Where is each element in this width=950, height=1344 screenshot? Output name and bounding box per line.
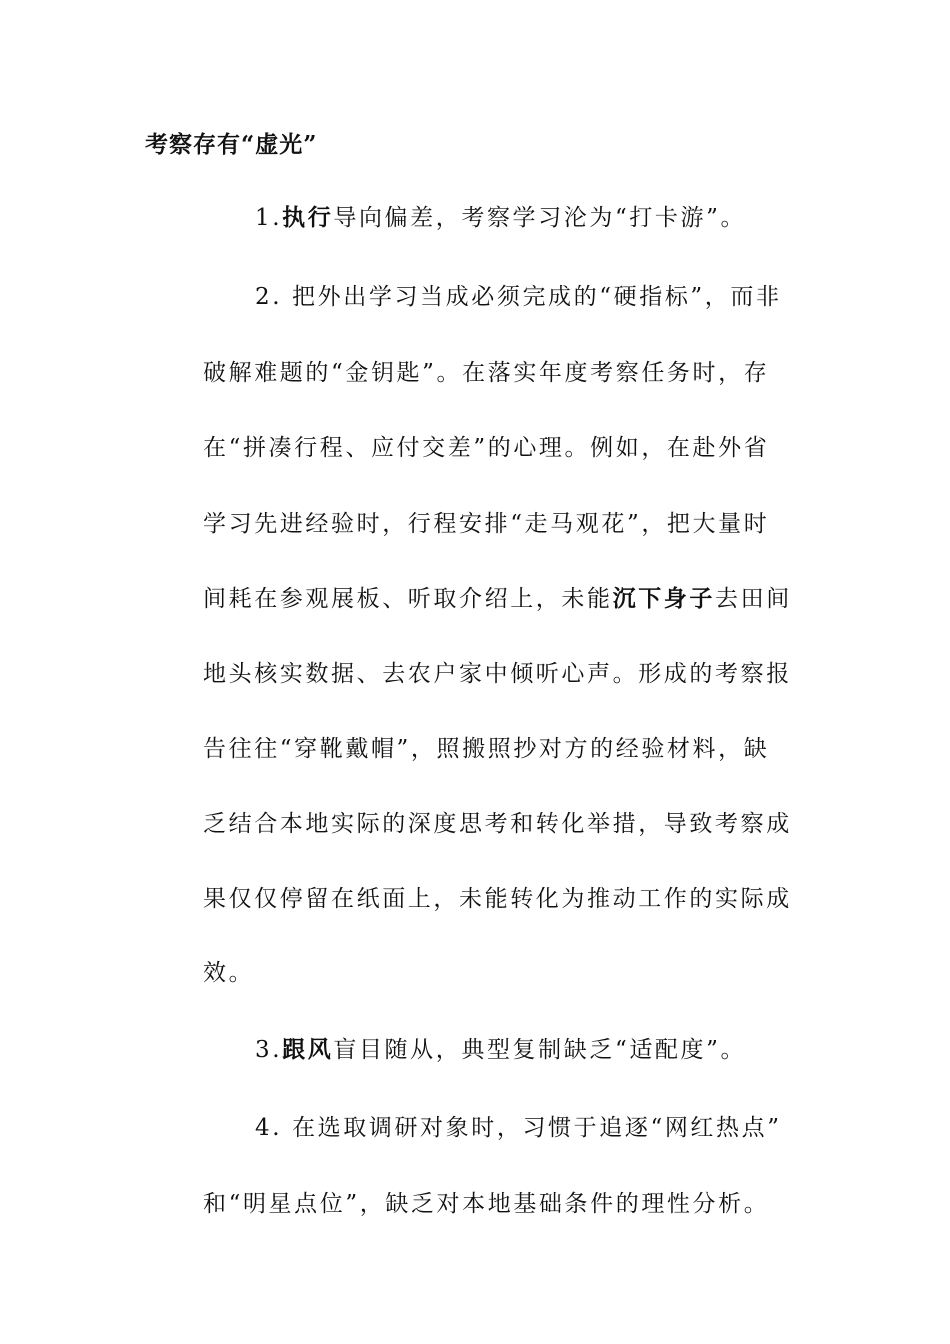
paragraph-4-line-1: 4. 在选取调研对象时，习惯于追逐“网红热点” — [255, 1115, 782, 1141]
paragraph-2-line-5-pre: 间耗在参观展板、听取介绍上，未能 — [203, 586, 613, 612]
paragraph-1-text: 导向偏差，考察学习沦为“打卡游”。 — [333, 205, 747, 231]
paragraph-2-line-9: 果仅仅停留在纸面上，未能转化为推动工作的实际成 — [203, 886, 792, 912]
paragraph-3-text: 盲目随从，典型复制缺乏“适配度”。 — [333, 1037, 747, 1063]
paragraph-2-line-6: 地头核实数据、去农户家中倾听心声。形成的考察报 — [203, 661, 792, 687]
paragraph-2-line-8: 乏结合本地实际的深度思考和转化举措，导致考察成 — [203, 811, 792, 837]
paragraph-2-line-2: 破解难题的“金钥匙”。在落实年度考察任务时，存 — [203, 360, 770, 386]
section-heading: 考察存有“虚光” — [145, 131, 318, 158]
paragraph-2-line-10: 效。 — [203, 960, 255, 986]
paragraph-3-number: 3. — [255, 1037, 283, 1063]
paragraph-2-line-1: 2. 把外出学习当成必须完成的“硬指标”，而非 — [255, 284, 782, 310]
paragraph-2-line-5-post: 去田间 — [715, 586, 792, 612]
paragraph-2-line-4: 学习先进经验时，行程安排“走马观花”，把大量时 — [203, 511, 770, 537]
paragraph-3-keyword: 跟风 — [282, 1036, 334, 1063]
paragraph-2-keyword: 沉下身子 — [612, 585, 716, 612]
paragraph-4-line-2: 和“明星点位”，缺乏对本地基础条件的理性分析。 — [203, 1191, 770, 1217]
paragraph-1 — [255, 203, 746, 233]
paragraph-1-keyword: 执行 — [282, 204, 334, 231]
paragraph-2-line-7: 告往往“穿靴戴帽”，照搬照抄对方的经验材料，缺 — [203, 736, 770, 762]
paragraph-3 — [255, 1035, 746, 1065]
paragraph-2-line-5 — [203, 584, 792, 614]
paragraph-1-number: 1. — [255, 205, 283, 231]
paragraph-2-line-3: 在“拼凑行程、应付交差”的心理。例如，在赴外省 — [203, 435, 770, 461]
